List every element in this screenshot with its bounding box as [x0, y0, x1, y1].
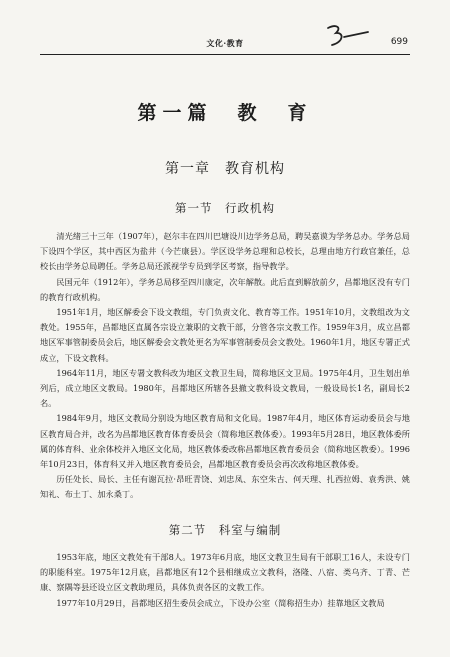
- handwritten-mark: [322, 22, 372, 52]
- paragraph: 1964年11月，地区专署文教科改为地区文教卫生局，简称地区文卫局。1975年4月，卫生划出单列后，成立地区文教局。1980年，昌都地区所辖各县撤文教科设文教局，一般设局长1名，副局长2名。: [40, 367, 410, 409]
- paragraph: 清光绪三十三年（1907年），赵尔丰在四川巴塘设川边学务总局，聘吴嘉谟为学务总办。学务总局下设四个学区，其中西区为盐井（今芒康县）。学区设学务总理和总校长，总理由地方行政官兼任，总校长由学务总局聘任。学务总局还派视学专员到学区考察，指导教学。: [40, 231, 410, 272]
- section-2-body: [40, 550, 410, 611]
- section-title-administration: 第一节 行政机构: [175, 201, 275, 215]
- paragraph: 1953年底，地区文教处有干部8人。1973年6月底，地区文教卫生局有干部职工16人，未设专门的职能科室。1975年12月底，昌都地区有12个县相继成立文教科，洛隆、八宿、类乌齐、丁青、芒康、察隅等县还设立区文教助理员，具体负责各区的文教工作。: [40, 552, 410, 593]
- paragraph: 1951年1月，地区解委会下设文教组，专门负责文化、教育等工作。1951年10月，文教组改为文教处。1955年，昌都地区直属各宗设立兼职的文教干部，分管各宗文教工作。1959年3月，成立昌都地区军事管制委员会后，地区解委会文教处更名为军事管制委员会文教处。1960年1月，地区专署正式成立，下设文教科。: [40, 307, 410, 363]
- paragraph: 1977年10月29日，昌都地区招生委员会成立，下设办公室（简称招生办）挂靠地区文教局: [56, 597, 385, 608]
- part-title: 第一篇 教 育: [137, 102, 313, 124]
- chapter-title: 第一章 教育机构: [165, 161, 285, 177]
- paragraph: 1984年9月，地区文教局分别设为地区教育局和文化局。1987年4月，地区体育运动委员会与地区教育局合并，改名为昌都地区教育体育委员会（简称地区教体委）。1993年5月28日，地区教体委所属的体育科、业余体校并入地区文化局，地区教体委改称昌都地区教育委员会（简称地区教委）。1996年10月23日，体育科又并入地区教育委员会，昌都地区教育委员会再次改称地区教体委。: [40, 413, 410, 470]
- header-title: 文化·教育: [206, 38, 244, 48]
- paragraph: 历任处长、局长、主任有谢瓦拉·昂旺青饶、刘忠凤、东空朱古、何天理、扎西拉姆、袁秀洪、姚知礼、布土丁、加永桑丁。: [40, 474, 410, 500]
- section-1-body: [40, 229, 410, 503]
- page-number: 699: [390, 37, 408, 47]
- paragraph: 民国元年（1912年），学务总局移至四川康定，次年解散。此后直到解放前夕，昌都地区没有专门的教育行政机构。: [40, 276, 410, 302]
- section-title-departments: 第二节 科室与编制: [168, 523, 282, 537]
